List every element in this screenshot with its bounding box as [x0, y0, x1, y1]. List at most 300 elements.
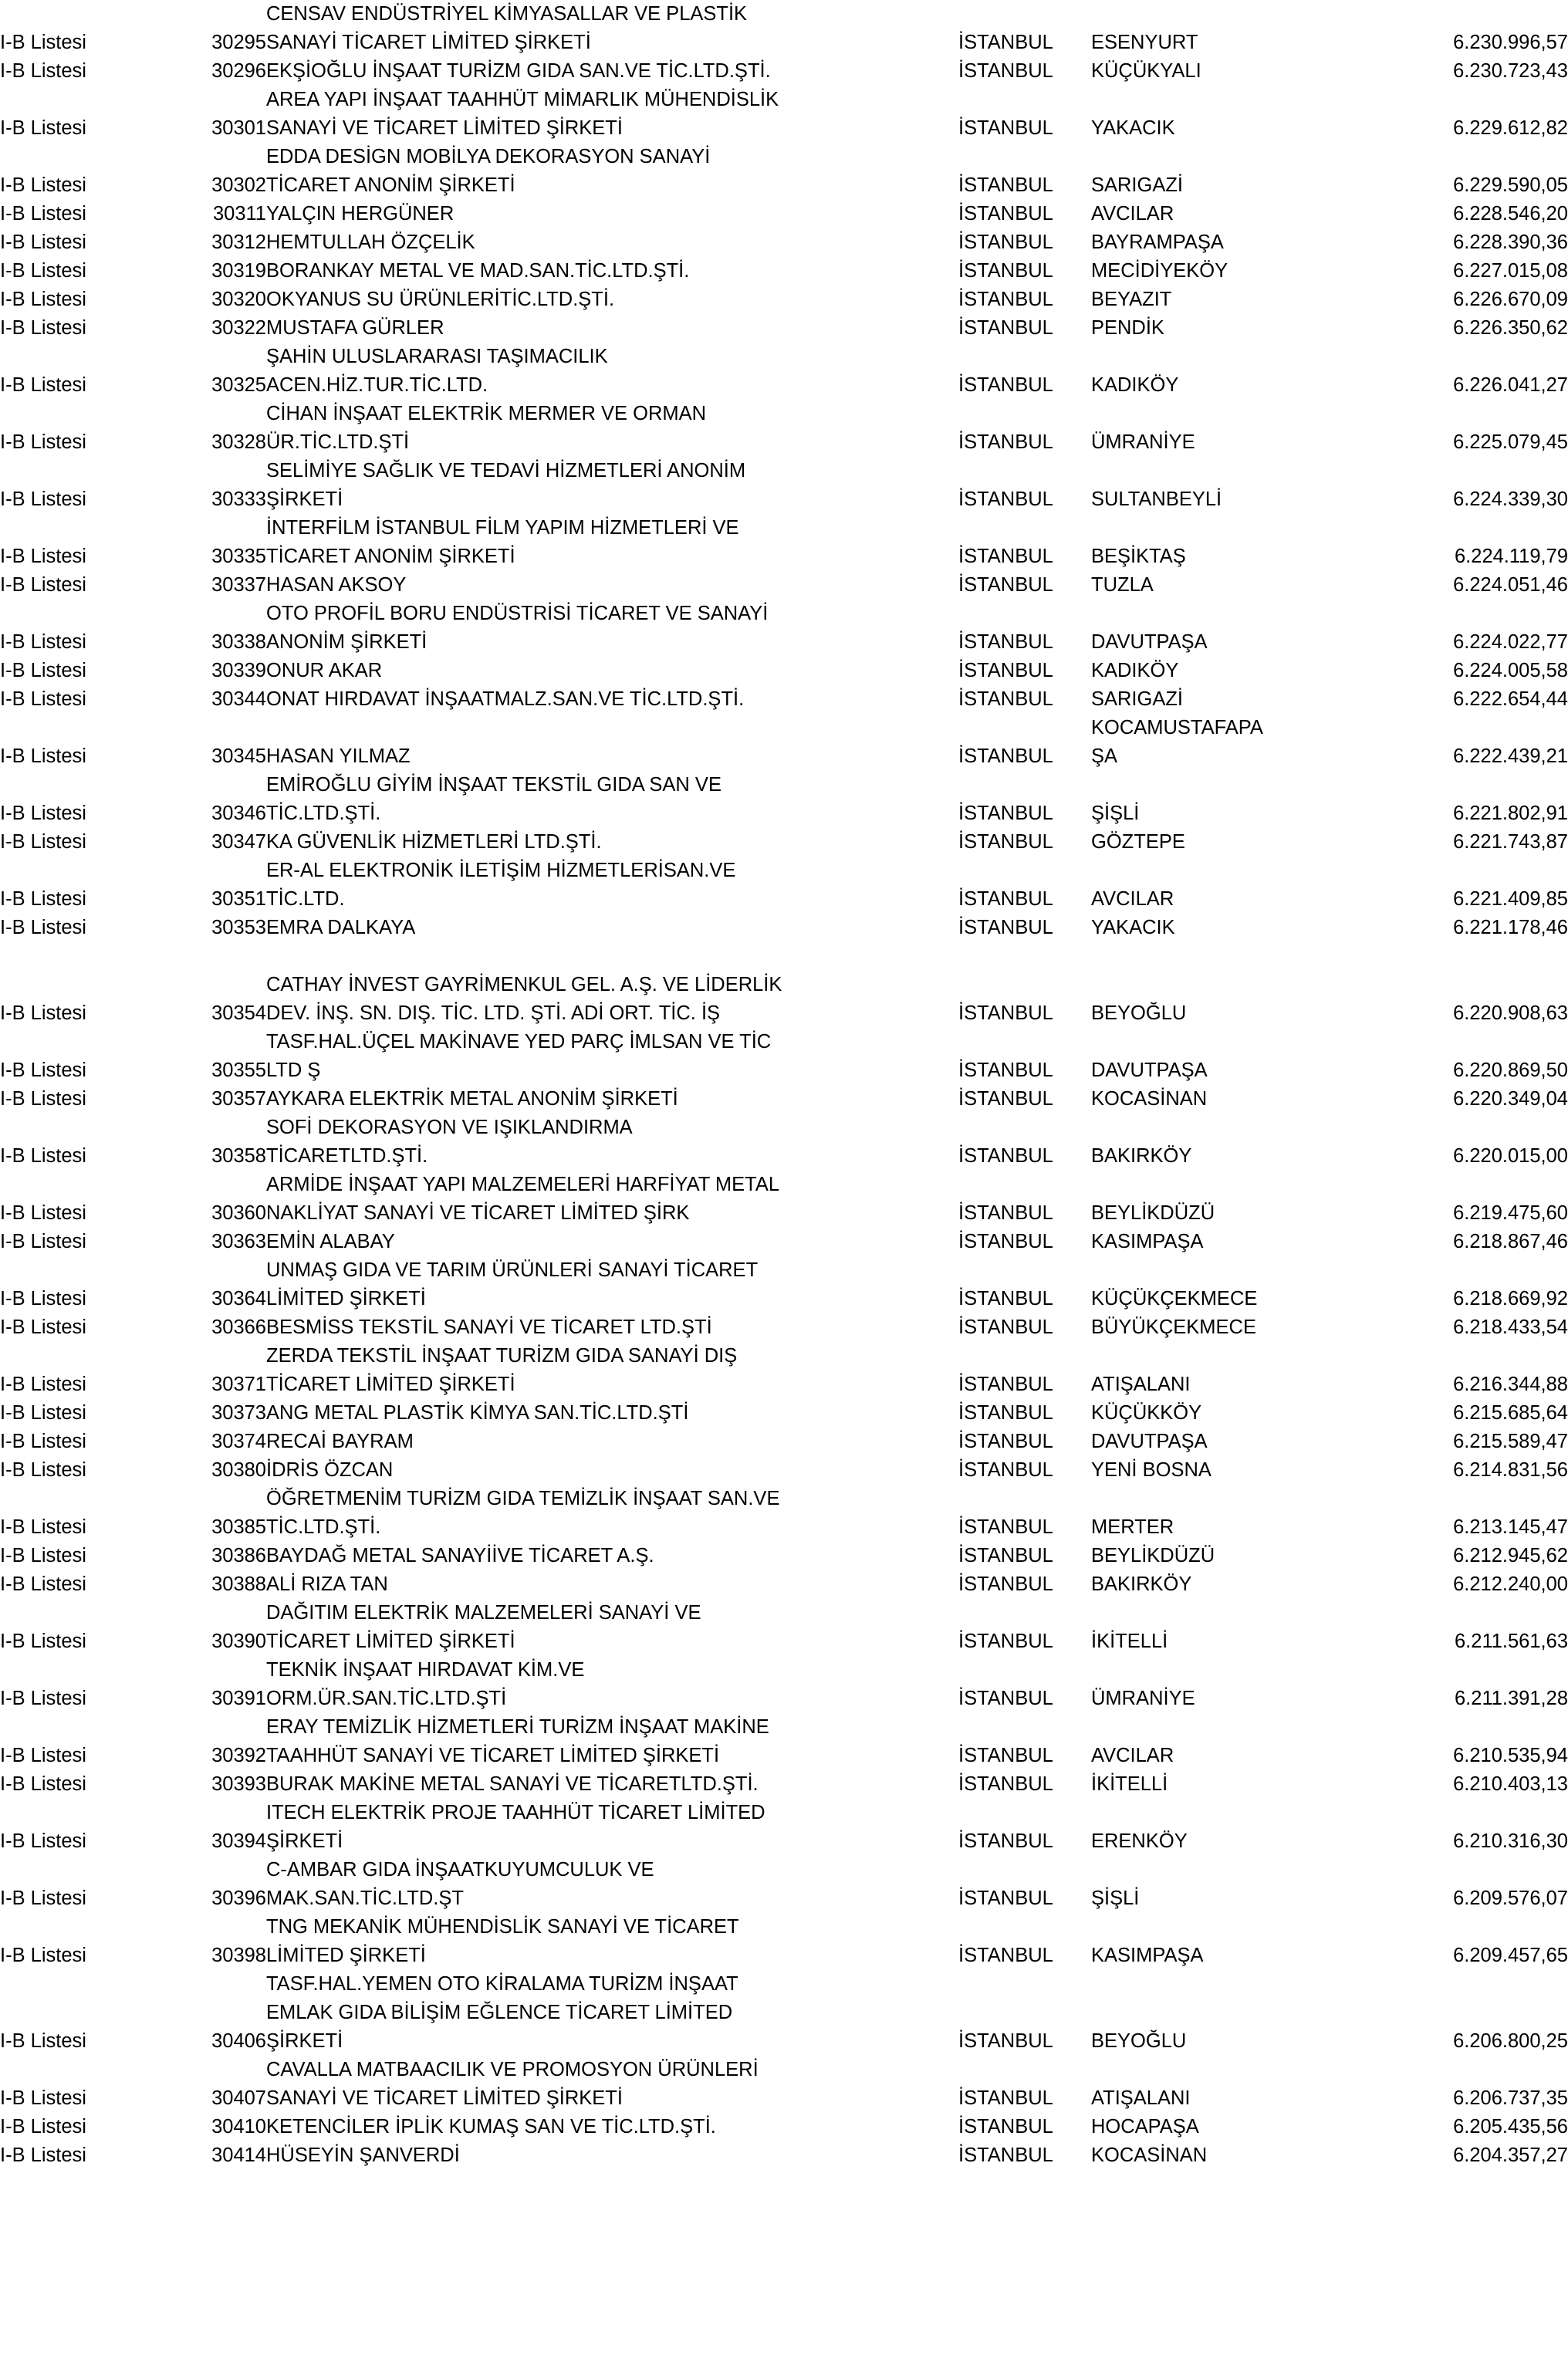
- row-id: 30363: [211, 1231, 266, 1252]
- list-label: I-B Listesi: [0, 1288, 86, 1310]
- company-name: TİCARET LİMİTED ŞİRKETİ: [266, 1631, 515, 1652]
- table-row[interactable]: [0, 742, 1568, 771]
- table-row[interactable]: [0, 1742, 1568, 1770]
- company-name: SANAYİ VE TİCARET LİMİTED ŞİRKETİ: [266, 117, 623, 139]
- city-name: İSTANBUL: [958, 1402, 1053, 1424]
- list-label: I-B Listesi: [0, 803, 86, 824]
- debt-amount: 6.221.178,46: [1453, 917, 1568, 938]
- table-row[interactable]: [0, 571, 1568, 600]
- list-label: I-B Listesi: [0, 174, 86, 196]
- row-id: 30371: [211, 1374, 266, 1395]
- city-name: İSTANBUL: [958, 117, 1053, 139]
- list-label: I-B Listesi: [0, 688, 86, 710]
- district-name: KÜÇÜKKÖY: [1091, 1402, 1202, 1424]
- debt-amount: 6.206.800,25: [1453, 2030, 1568, 2052]
- company-name: HEMTULLAH ÖZÇELİK: [266, 232, 475, 253]
- debt-amount: 6.218.433,54: [1453, 1316, 1568, 1338]
- table-row[interactable]: [0, 1770, 1568, 1799]
- city-name: İSTANBUL: [958, 574, 1053, 596]
- district-name: AVCILAR: [1091, 888, 1174, 910]
- table-row[interactable]: [0, 1884, 1568, 1913]
- city-name: İSTANBUL: [958, 660, 1053, 681]
- district-name: SARIGAZİ: [1091, 688, 1184, 710]
- debt-amount: 6.220.349,04: [1453, 1088, 1568, 1110]
- list-label: I-B Listesi: [0, 1231, 86, 1252]
- name-wrap-row: [0, 771, 1568, 799]
- city-name: İSTANBUL: [958, 289, 1053, 310]
- district-name: PENDİK: [1091, 317, 1164, 339]
- table-row[interactable]: [0, 1313, 1568, 1342]
- list-label: I-B Listesi: [0, 203, 86, 225]
- city-name: İSTANBUL: [958, 488, 1053, 510]
- name-wrap-row: [0, 857, 1568, 885]
- table-row[interactable]: [0, 1627, 1568, 1656]
- table-row[interactable]: [0, 1142, 1568, 1171]
- row-id: 30385: [211, 1516, 266, 1538]
- company-name: EMİN ALABAY: [266, 1231, 395, 1252]
- company-name: İDRİS ÖZCAN: [266, 1459, 394, 1481]
- district-name: ŞİŞLİ: [1091, 803, 1140, 824]
- table-row[interactable]: [0, 542, 1568, 571]
- district-name: BEYAZIT: [1091, 289, 1172, 310]
- city-name: İSTANBUL: [958, 1231, 1053, 1252]
- company-name: SANAYİ TİCARET LİMİTED ŞİRKETİ: [266, 32, 591, 53]
- district-name: DAVUTPAŞA: [1091, 631, 1208, 653]
- debt-amount: 6.210.535,94: [1453, 1745, 1568, 1766]
- district-name: ÜMRANİYE: [1091, 431, 1195, 453]
- company-name: DEV. İNŞ. SN. DIŞ. TİC. LTD. ŞTİ. ADİ ORT. TİC. İŞ: [266, 1002, 721, 1024]
- company-name: ONUR AKAR: [266, 660, 383, 681]
- company-name: BURAK MAKİNE METAL SANAYİ VE TİCARETLTD.ŞTİ.: [266, 1773, 759, 1795]
- district-name: ESENYURT: [1091, 32, 1198, 53]
- table-row[interactable]: [0, 1542, 1568, 1570]
- row-id: 30406: [211, 2030, 266, 2052]
- name-wrap-row: [0, 1028, 1568, 1056]
- name-wrap-row: [0, 2056, 1568, 2084]
- row-id: 30414: [211, 2144, 266, 2166]
- district-name: ATIŞALANI: [1091, 2087, 1191, 2109]
- row-id: 30347: [211, 831, 266, 853]
- company-name-wrap: ERAY TEMİZLİK HİZMETLERİ TURİZM İNŞAAT MAKİNE: [266, 1716, 769, 1738]
- name-wrap-row: [0, 971, 1568, 999]
- district-name: ŞA: [1091, 745, 1118, 767]
- company-name-wrap: EMİROĞLU GİYİM İNŞAAT TEKSTİL GIDA SAN VE: [266, 774, 721, 796]
- company-name-wrap: DAĞITIM ELEKTRİK MALZEMELERİ SANAYİ VE: [266, 1602, 701, 1624]
- name-wrap-row: [0, 1114, 1568, 1142]
- row-id: 30355: [211, 1060, 266, 1081]
- row-id: 30394: [211, 1830, 266, 1852]
- table-row[interactable]: [0, 1456, 1568, 1485]
- city-name: İSTANBUL: [958, 2116, 1053, 2138]
- debt-amount: 6.224.339,30: [1453, 488, 1568, 510]
- row-id: 30390: [211, 1631, 266, 1652]
- company-name-wrap: ITECH ELEKTRİK PROJE TAAHHÜT TİCARET LİMİTED: [266, 1802, 765, 1823]
- row-id: 30335: [211, 546, 266, 567]
- company-name: TİC.LTD.ŞTİ.: [266, 1516, 381, 1538]
- city-name: İSTANBUL: [958, 1431, 1053, 1452]
- table-row[interactable]: [0, 485, 1568, 514]
- spacer-cell: [0, 942, 1568, 971]
- name-wrap-row: [0, 1256, 1568, 1285]
- district-name: TUZLA: [1091, 574, 1154, 596]
- list-label: I-B Listesi: [0, 888, 86, 910]
- row-id: 30319: [211, 260, 266, 282]
- city-name: İSTANBUL: [958, 60, 1053, 82]
- list-label: I-B Listesi: [0, 2144, 86, 2166]
- table-row[interactable]: [0, 200, 1568, 228]
- district-wrap-row: [0, 714, 1568, 742]
- company-name: MUSTAFA GÜRLER: [266, 317, 444, 339]
- table-row[interactable]: [0, 1285, 1568, 1313]
- district-name: MECİDİYEKÖY: [1091, 260, 1228, 282]
- district-wrap: KOCAMUSTAFAPA: [1091, 717, 1263, 738]
- city-name: İSTANBUL: [958, 431, 1053, 453]
- city-name: İSTANBUL: [958, 1002, 1053, 1024]
- city-name: İSTANBUL: [958, 1374, 1053, 1395]
- table-row[interactable]: [0, 29, 1568, 57]
- company-name: TİCARET ANONİM ŞİRKETİ: [266, 174, 515, 196]
- company-name-wrap: SOFİ DEKORASYON VE IŞIKLANDIRMA: [266, 1117, 633, 1138]
- company-name: KA GÜVENLİK HİZMETLERİ LTD.ŞTİ.: [266, 831, 602, 853]
- company-name: EKŞİOĞLU İNŞAAT TURİZM GIDA SAN.VE TİC.LTD.ŞTİ.: [266, 60, 771, 82]
- table-row[interactable]: [0, 171, 1568, 200]
- table-row[interactable]: [0, 828, 1568, 857]
- table-row[interactable]: [0, 685, 1568, 714]
- debt-amount: 6.224.119,79: [1455, 546, 1568, 567]
- name-wrap-row: [0, 1485, 1568, 1513]
- row-id: 30351: [211, 888, 266, 910]
- row-id: 30410: [211, 2116, 266, 2138]
- row-id: 30344: [211, 688, 266, 710]
- district-name: KADIKÖY: [1091, 374, 1179, 396]
- city-name: İSTANBUL: [958, 232, 1053, 253]
- list-label: I-B Listesi: [0, 546, 86, 567]
- city-name: İSTANBUL: [958, 1945, 1053, 1966]
- district-name: ŞİŞLİ: [1091, 1888, 1140, 1909]
- list-label: I-B Listesi: [0, 117, 86, 139]
- district-name: GÖZTEPE: [1091, 831, 1185, 853]
- table-row[interactable]: [0, 914, 1568, 942]
- list-label: I-B Listesi: [0, 1459, 86, 1481]
- name-wrap-row: [0, 0, 1568, 29]
- city-name: İSTANBUL: [958, 1516, 1053, 1538]
- row-id: 30311: [212, 203, 266, 225]
- company-name: ACEN.HİZ.TUR.TİC.LTD.: [266, 374, 488, 396]
- company-name-wrap: İNTERFİLM İSTANBUL FİLM YAPIM HİZMETLERİ VE: [266, 517, 739, 539]
- table-row[interactable]: [0, 257, 1568, 286]
- table-row[interactable]: [0, 114, 1568, 143]
- row-id: 30398: [211, 1945, 266, 1966]
- city-name: İSTANBUL: [958, 688, 1053, 710]
- row-id: 30346: [211, 803, 266, 824]
- debt-amount: 6.216.344,88: [1453, 1374, 1568, 1395]
- debt-amount: 6.224.022,77: [1453, 631, 1568, 653]
- debt-amount: 6.212.240,00: [1453, 1573, 1568, 1595]
- city-name: İSTANBUL: [958, 1745, 1053, 1766]
- debt-amount: 6.218.867,46: [1453, 1231, 1568, 1252]
- row-id: 30333: [211, 488, 266, 510]
- row-id: 30388: [211, 1573, 266, 1595]
- row-id: 30357: [211, 1088, 266, 1110]
- table-row[interactable]: [0, 799, 1568, 828]
- table-row[interactable]: [0, 1370, 1568, 1399]
- company-name-wrap: ŞAHİN ULUSLARARASI TAŞIMACILIK: [266, 346, 608, 367]
- table-row[interactable]: [0, 2141, 1568, 2170]
- table-row[interactable]: [0, 286, 1568, 314]
- company-name: SANAYİ VE TİCARET LİMİTED ŞİRKETİ: [266, 2087, 623, 2109]
- list-label: I-B Listesi: [0, 917, 86, 938]
- debt-amount: 6.219.475,60: [1453, 1202, 1568, 1224]
- table-row[interactable]: [0, 2084, 1568, 2113]
- company-name: BESMİSS TEKSTİL SANAYİ VE TİCARET LTD.ŞTİ: [266, 1316, 712, 1338]
- company-name-wrap: ARMİDE İNŞAAT YAPI MALZEMELERİ HARFİYAT METAL: [266, 1174, 780, 1195]
- list-label: I-B Listesi: [0, 1002, 86, 1024]
- company-name-wrap: UNMAŞ GIDA VE TARIM ÜRÜNLERİ SANAYİ TİCARET: [266, 1259, 759, 1281]
- city-name: İSTANBUL: [958, 1202, 1053, 1224]
- list-label: I-B Listesi: [0, 1374, 86, 1395]
- table-row[interactable]: [0, 1428, 1568, 1456]
- list-label: I-B Listesi: [0, 1431, 86, 1452]
- debt-amount: 6.220.869,50: [1453, 1060, 1568, 1081]
- company-name-wrap: AREA YAPI İNŞAAT TAAHHÜT MİMARLIK MÜHENDİSLİK: [266, 89, 779, 110]
- city-name: İSTANBUL: [958, 260, 1053, 282]
- company-name: HASAN AKSOY: [266, 574, 407, 596]
- table-row[interactable]: [0, 371, 1568, 400]
- row-id: 30364: [211, 1288, 266, 1310]
- district-name: BEYOĞLU: [1091, 1002, 1187, 1024]
- row-id: 30302: [211, 174, 266, 196]
- district-name: BAYRAMPAŞA: [1091, 232, 1224, 253]
- company-name: BORANKAY METAL VE MAD.SAN.TİC.LTD.ŞTİ.: [266, 260, 690, 282]
- table-row[interactable]: [0, 1199, 1568, 1228]
- debt-amount: 6.215.685,64: [1453, 1402, 1568, 1424]
- debt-amount: 6.220.015,00: [1453, 1145, 1568, 1167]
- debt-amount: 6.221.802,91: [1453, 803, 1568, 824]
- city-name: İSTANBUL: [958, 32, 1053, 53]
- table-row[interactable]: [0, 1228, 1568, 1256]
- debt-amount: 6.211.561,63: [1455, 1631, 1568, 1652]
- city-name: İSTANBUL: [958, 1060, 1053, 1081]
- list-label: I-B Listesi: [0, 1773, 86, 1795]
- name-wrap-row: [0, 1913, 1568, 1942]
- row-id: 30407: [211, 2087, 266, 2109]
- list-label: I-B Listesi: [0, 1888, 86, 1909]
- debt-amount: 6.226.350,62: [1453, 317, 1568, 339]
- company-name-wrap: CİHAN İNŞAAT ELEKTRİK MERMER VE ORMAN: [266, 403, 707, 424]
- table-row[interactable]: [0, 2027, 1568, 2056]
- name-wrap-row: [0, 1999, 1568, 2027]
- company-name-wrap: EDDA DESİGN MOBİLYA DEKORASYON SANAYİ: [266, 146, 711, 167]
- debt-amount: 6.218.669,92: [1453, 1288, 1568, 1310]
- row-id: 30295: [211, 32, 266, 53]
- list-label: I-B Listesi: [0, 631, 86, 653]
- district-name: İKİTELLİ: [1091, 1773, 1168, 1795]
- list-label: I-B Listesi: [0, 1745, 86, 1766]
- district-name: DAVUTPAŞA: [1091, 1060, 1208, 1081]
- district-name: YAKACIK: [1091, 117, 1175, 139]
- company-name: LİMİTED ŞİRKETİ: [266, 1288, 426, 1310]
- debt-amount: 6.224.005,58: [1453, 660, 1568, 681]
- city-name: İSTANBUL: [958, 1631, 1053, 1652]
- district-name: HOCAPAŞA: [1091, 2116, 1199, 2138]
- row-id: 30322: [211, 317, 266, 339]
- row-id: 30366: [211, 1316, 266, 1338]
- debt-amount: 6.211.391,28: [1455, 1688, 1568, 1709]
- company-name: YALÇIN HERGÜNER: [266, 203, 455, 225]
- company-name-wrap: OTO PROFİL BORU ENDÜSTRİSİ TİCARET VE SANAYİ: [266, 603, 769, 624]
- company-name-wrap: CAVALLA MATBAACILIK VE PROMOSYON ÜRÜNLERİ: [266, 2059, 759, 2080]
- district-name: KADIKÖY: [1091, 660, 1179, 681]
- district-name: KASIMPAŞA: [1091, 1231, 1204, 1252]
- city-name: İSTANBUL: [958, 1288, 1053, 1310]
- district-name: YENİ BOSNA: [1091, 1459, 1211, 1481]
- district-name: KASIMPAŞA: [1091, 1945, 1204, 1966]
- district-name: KÜÇÜKYALI: [1091, 60, 1201, 82]
- city-name: İSTANBUL: [958, 1688, 1053, 1709]
- row-id: 30380: [211, 1459, 266, 1481]
- row-id: 30296: [211, 60, 266, 82]
- table-row[interactable]: [0, 885, 1568, 914]
- debt-amount: 6.209.457,65: [1453, 1945, 1568, 1966]
- district-name: BAKIRKÖY: [1091, 1573, 1192, 1595]
- company-name: TİC.LTD.ŞTİ.: [266, 803, 381, 824]
- row-id: 30328: [211, 431, 266, 453]
- table-row[interactable]: [0, 1399, 1568, 1428]
- district-name: BEYLİKDÜZÜ: [1091, 1545, 1215, 1566]
- row-id: 30396: [211, 1888, 266, 1909]
- debt-amount: 6.220.908,63: [1453, 1002, 1568, 1024]
- row-id: 30320: [211, 289, 266, 310]
- company-name: TİCARET ANONİM ŞİRKETİ: [266, 546, 515, 567]
- row-id: 30325: [211, 374, 266, 396]
- district-name: İKİTELLİ: [1091, 1631, 1168, 1652]
- company-name: ŞİRKETİ: [266, 2030, 343, 2052]
- city-name: İSTANBUL: [958, 1545, 1053, 1566]
- table-row[interactable]: [0, 628, 1568, 657]
- district-name: SULTANBEYLİ: [1091, 488, 1222, 510]
- debt-amount: 6.212.945,62: [1453, 1545, 1568, 1566]
- table-row[interactable]: [0, 1056, 1568, 1085]
- list-label: I-B Listesi: [0, 2116, 86, 2138]
- row-id: 30391: [211, 1688, 266, 1709]
- debt-amount: 6.229.590,05: [1453, 174, 1568, 196]
- list-label: I-B Listesi: [0, 745, 86, 767]
- city-name: İSTANBUL: [958, 203, 1053, 225]
- list-label: I-B Listesi: [0, 1316, 86, 1338]
- row-id: 30360: [211, 1202, 266, 1224]
- list-label: I-B Listesi: [0, 831, 86, 853]
- table-row[interactable]: [0, 999, 1568, 1028]
- company-name-wrap: TEKNİK İNŞAAT HIRDAVAT KİM.VE: [266, 1659, 585, 1681]
- district-name: BEYOĞLU: [1091, 2030, 1187, 2052]
- district-name: ATIŞALANI: [1091, 1374, 1191, 1395]
- company-name: ANG METAL PLASTİK KİMYA SAN.TİC.LTD.ŞTİ: [266, 1402, 689, 1424]
- list-label: I-B Listesi: [0, 232, 86, 253]
- table-row[interactable]: [0, 1942, 1568, 1970]
- table-row[interactable]: [0, 657, 1568, 685]
- debt-amount: 6.214.831,56: [1453, 1459, 1568, 1481]
- district-name: ERENKÖY: [1091, 1830, 1188, 1852]
- list-label: I-B Listesi: [0, 2087, 86, 2109]
- table-row[interactable]: [0, 57, 1568, 86]
- name-wrap-row: [0, 600, 1568, 628]
- row-id: 30392: [211, 1745, 266, 1766]
- table-row[interactable]: [0, 228, 1568, 257]
- table-row[interactable]: [0, 1685, 1568, 1713]
- list-label: I-B Listesi: [0, 1145, 86, 1167]
- table-row[interactable]: [0, 1827, 1568, 1856]
- list-label: I-B Listesi: [0, 1088, 86, 1110]
- row-id: 30337: [211, 574, 266, 596]
- row-id: 30358: [211, 1145, 266, 1167]
- city-name: İSTANBUL: [958, 888, 1053, 910]
- name-wrap-row: [0, 343, 1568, 371]
- company-name: KETENCİLER İPLİK KUMAŞ SAN VE TİC.LTD.ŞTİ.: [266, 2116, 716, 2138]
- list-label: I-B Listesi: [0, 1516, 86, 1538]
- company-name: HÜSEYİN ŞANVERDİ: [266, 2144, 460, 2166]
- name-wrap-row: [0, 457, 1568, 485]
- list-label: I-B Listesi: [0, 60, 86, 82]
- name-wrap-row: [0, 86, 1568, 114]
- table-row[interactable]: [0, 314, 1568, 343]
- company-name: ONAT HIRDAVAT İNŞAATMALZ.SAN.VE TİC.LTD.ŞTİ.: [266, 688, 745, 710]
- row-id: 30339: [211, 660, 266, 681]
- company-name: RECAİ BAYRAM: [266, 1431, 414, 1452]
- company-name: ŞİRKETİ: [266, 1830, 343, 1852]
- table-row[interactable]: [0, 1085, 1568, 1114]
- list-label: I-B Listesi: [0, 1545, 86, 1566]
- city-name: İSTANBUL: [958, 1830, 1053, 1852]
- list-label: I-B Listesi: [0, 1830, 86, 1852]
- company-name-wrap: C-AMBAR GIDA İNŞAATKUYUMCULUK VE: [266, 1859, 654, 1881]
- city-name: İSTANBUL: [958, 2144, 1053, 2166]
- district-name: KÜÇÜKÇEKMECE: [1091, 1288, 1258, 1310]
- spacer-row: [0, 942, 1568, 971]
- debt-amount: 6.213.145,47: [1453, 1516, 1568, 1538]
- name-wrap-row: [0, 143, 1568, 171]
- company-name: EMRA DALKAYA: [266, 917, 416, 938]
- district-name: BEYLİKDÜZÜ: [1091, 1202, 1215, 1224]
- name-wrap-row: [0, 400, 1568, 428]
- company-name: LTD Ş: [266, 1060, 321, 1081]
- city-name: İSTANBUL: [958, 1459, 1053, 1481]
- company-name: BAYDAĞ METAL SANAYİİVE TİCARET A.Ş.: [266, 1545, 654, 1566]
- list-label: I-B Listesi: [0, 488, 86, 510]
- district-name: AVCILAR: [1091, 203, 1174, 225]
- list-label: I-B Listesi: [0, 574, 86, 596]
- table-row[interactable]: [0, 428, 1568, 457]
- table-row[interactable]: [0, 1570, 1568, 1599]
- city-name: İSTANBUL: [958, 803, 1053, 824]
- debt-amount: 6.230.996,57: [1453, 32, 1568, 53]
- city-name: İSTANBUL: [958, 2030, 1053, 2052]
- name-wrap-row: [0, 1713, 1568, 1742]
- debt-amount: 6.204.357,27: [1453, 2144, 1568, 2166]
- row-id: 30373: [211, 1402, 266, 1424]
- table-row[interactable]: [0, 1513, 1568, 1542]
- district-name: KOCASİNAN: [1091, 2144, 1208, 2166]
- name-wrap-row: [0, 1856, 1568, 1884]
- company-name-wrap: CATHAY İNVEST GAYRİMENKUL GEL. A.Ş. VE LİDERLİK: [266, 974, 782, 995]
- company-name: ALİ RIZA TAN: [266, 1573, 388, 1595]
- table-row[interactable]: [0, 2113, 1568, 2141]
- city-name: İSTANBUL: [958, 745, 1053, 767]
- debt-amount: 6.210.316,30: [1453, 1830, 1568, 1852]
- company-name: MAK.SAN.TİC.LTD.ŞT: [266, 1888, 464, 1909]
- city-name: İSTANBUL: [958, 317, 1053, 339]
- list-label: I-B Listesi: [0, 1945, 86, 1966]
- district-name: AVCILAR: [1091, 1745, 1174, 1766]
